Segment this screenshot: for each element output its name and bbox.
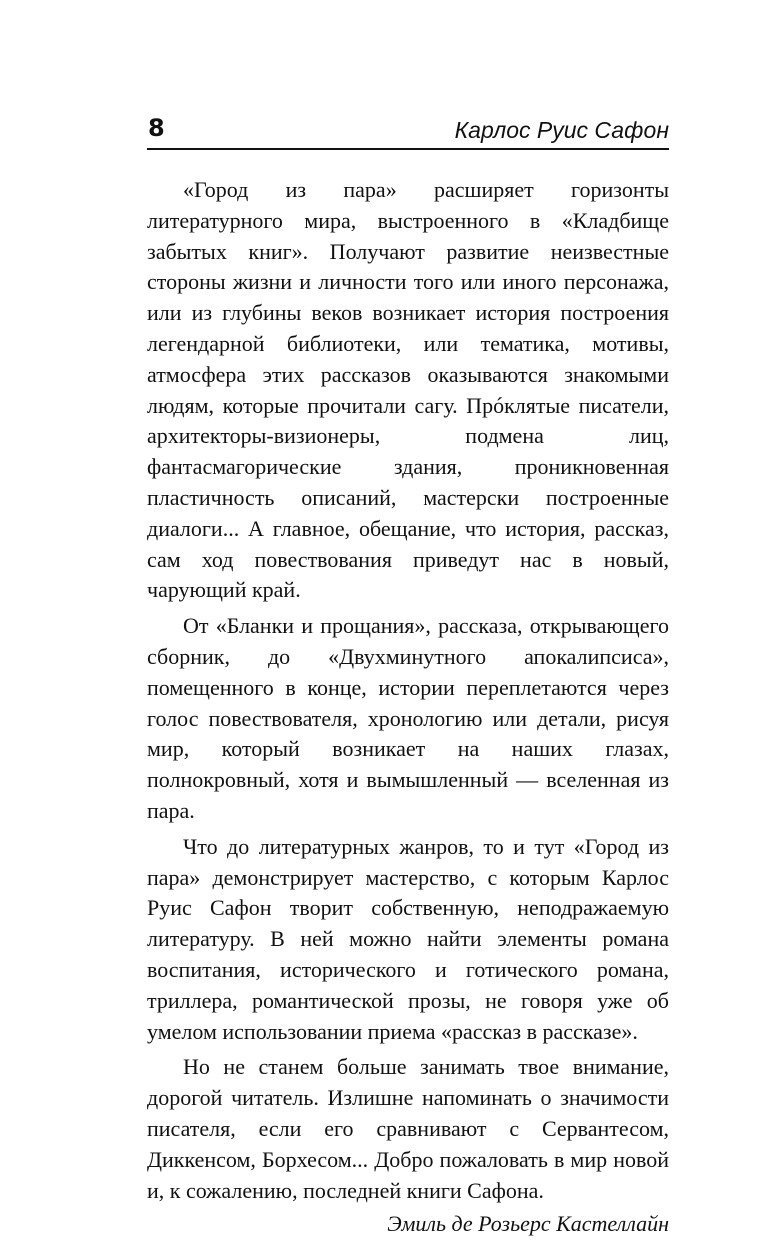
paragraph: От «Бланки и прощания», рассказа, открывающего сборник, до «Двухминутного апокалипсиса», помещенного в конце, истории переплетаются через голос повествователя, хронологию или детали, рисуя мир, который возникает на наших глазах, полнокровный, хотя и вымышленный — вселенная из пара. <box>147 613 669 823</box>
running-title: Карлос Руис Сафон <box>454 117 669 143</box>
paragraph: Что до литературных жанров, то и тут «Город из пара» демонстрирует мастерство, с которым Карлос Руис Сафон творит собственную, неподражаемую литературу. В ней можно найти элементы романа воспитания, исторического и готического романа, триллера, романтической прозы, не говоря уже об умелом использовании приема «рассказ в рассказе». <box>147 833 669 1044</box>
paragraph: Но не станем больше занимать твое внимание, дорогой читатель. Излишне напоминать о значимости писателя, если его сравнивают с Сервантесом, Диккенсом, Борхесом... Добро пожаловать в мир новой и, к сожалению, последней книги Сафона. <box>147 1054 669 1203</box>
page-header <box>147 108 669 150</box>
page-number: 8 <box>148 114 165 142</box>
book-page <box>147 108 669 1238</box>
paragraph: «Город из пара» расширяет горизонты литературного мира, выстроенного в «Кладбище забытых книг». Получают развитие неизвестные стороны жизни и личности того или иного персонажа, или из глубины веков возникает история построения легендарной библиотеки, или тематика, мотивы, атмосфера этих рассказов оказываются знакомыми людям, которые прочитали сагу. Прóклятые писатели, архитекторы-визионеры, подмена лиц, фантасмагорические здания, проникновенная пластичность описаний, мастерски построенные диалоги... А главное, обещание, что история, рассказ, сам ход повествования приведут нас в новый, чарующий край. <box>147 177 669 603</box>
author-signature: Эмиль де Розьерс Кастеллайн <box>387 1211 669 1237</box>
body-text <box>147 175 669 1206</box>
